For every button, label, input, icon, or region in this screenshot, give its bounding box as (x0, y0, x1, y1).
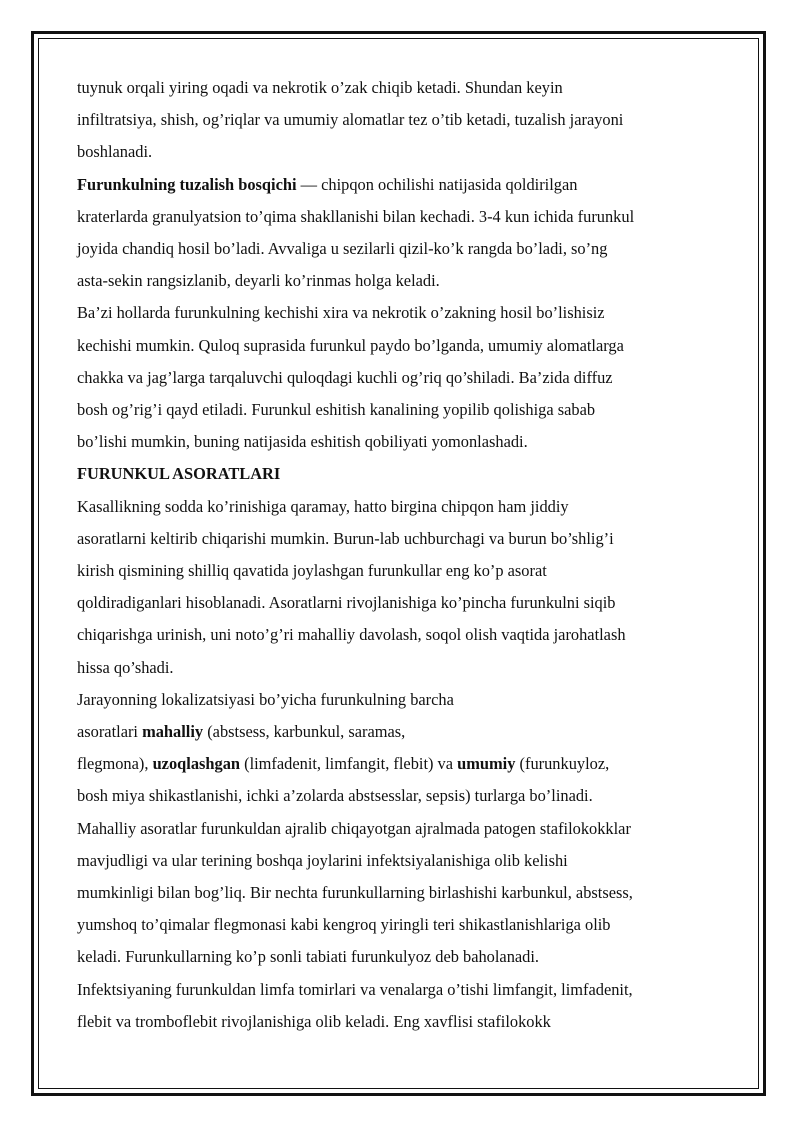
text-line: kraterlarda granulyatsion to’qima shakllanishi bilan kechadi. 3-4 kun ichida furunkul (77, 206, 635, 226)
document-body (77, 72, 727, 1038)
text-line: flegmona), uzoqlashgan (limfadenit, limfangit, flebit) va umumiy (furunkuyloz, (77, 754, 610, 774)
text-line: hissa qo’shadi. (77, 657, 174, 677)
text-line: bosh og’rig’i qayd etiladi. Furunkul eshitish kanalining yopilib qolishiga sabab (77, 400, 596, 420)
text-line: bo’lishi mumkin, buning natijasida eshitish qobiliyati yomonlashadi. (77, 432, 528, 452)
text-line: qoldiradiganlari hisoblanadi. Asoratlarni rivojlanishiga ko’pincha furunkulni siqib (77, 593, 616, 613)
bold-term: mahalliy (142, 722, 204, 742)
text-line: asoratlarni keltirib chiqarishi mumkin. Burun-lab uchburchagi va burun bo’shlig’i (77, 528, 614, 548)
text-line: chiqarishga urinish, uni noto’g’ri mahalliy davolash, soqol olish vaqtida jarohatlash (77, 625, 626, 645)
text-line: Mahalliy asoratlar furunkuldan ajralib chiqayotgan ajralmada patogen stafilokokklar (77, 818, 631, 838)
text-line: Infektsiyaning furunkuldan limfa tomirlari va venalarga o’tishi limfangit, limfadenit, (77, 979, 633, 999)
section-heading: FURUNKUL ASORATLARI (77, 464, 281, 484)
text-line: Ba’zi hollarda furunkulning kechishi xira va nekrotik o’zakning hosil bo’lishisiz (77, 303, 605, 323)
text-line: infiltratsiya, shish, og’riqlar va umumiy alomatlar tez o’tib ketadi, tuzalish jarayoni (77, 110, 624, 130)
text-line: asoratlari mahalliy (abstsess, karbunkul, saramas, (77, 722, 406, 742)
bold-term: uzoqlashgan (152, 754, 241, 774)
text-line: kechishi mumkin. Quloq suprasida furunkul paydo bo’lganda, umumiy alomatlarga (77, 335, 624, 355)
text-line: keladi. Furunkullarning ko’p sonli tabiati furunkulyoz deb baholanadi. (77, 947, 540, 967)
text-line: yumshoq to’qimalar flegmonasi kabi kengroq yiringli teri shikastlanishlariga olib (77, 915, 611, 935)
text-line: flebit va tromboflebit rivojlanishiga olib keladi. Eng xavflisi stafilokokk (77, 1011, 551, 1031)
bold-term: Furunkulning tuzalish bosqichi (77, 174, 297, 194)
text-line: boshlanadi. (77, 142, 153, 162)
text-line: joyida chandiq hosil bo’ladi. Avvaliga u sezilarli qizil-ko’k rangda bo’ladi, so’ng (77, 239, 608, 259)
text-line: asta-sekin rangsizlanib, deyarli ko’rinmas holga keladi. (77, 271, 440, 291)
text-line: chakka va jag’larga tarqaluvchi quloqdagi kuchli og’riq qo’shiladi. Ba’zida diffuz (77, 367, 613, 387)
text-line: bosh miya shikastlanishi, ichki a’zolarda abstsesslar, sepsis) turlarga bo’linadi. (77, 786, 593, 806)
text-line: tuynuk orqali yiring oqadi va nekrotik o’zak chiqib ketadi. Shundan keyin (77, 78, 563, 97)
bold-term: umumiy (457, 754, 516, 774)
text-line: mumkinligi bilan bog’liq. Bir nechta furunkullarning birlashishi karbunkul, abstsess, (77, 883, 633, 903)
text-line: Kasallikning sodda ko’rinishiga qaramay, hatto birgina chipqon ham jiddiy (77, 496, 569, 516)
text-line: Jarayonning lokalizatsiyasi bo’yicha furunkulning barcha (77, 689, 454, 709)
text-line: kirish qismining shilliq qavatida joylashgan furunkullar eng ko’p asorat (77, 561, 547, 581)
text-line: mavjudligi va ular terining boshqa joylarini infektsiyalanishiga olib kelishi (77, 850, 568, 870)
text-line: Furunkulning tuzalish bosqichi — chipqon ochilishi natijasida qoldirilgan (77, 174, 578, 194)
